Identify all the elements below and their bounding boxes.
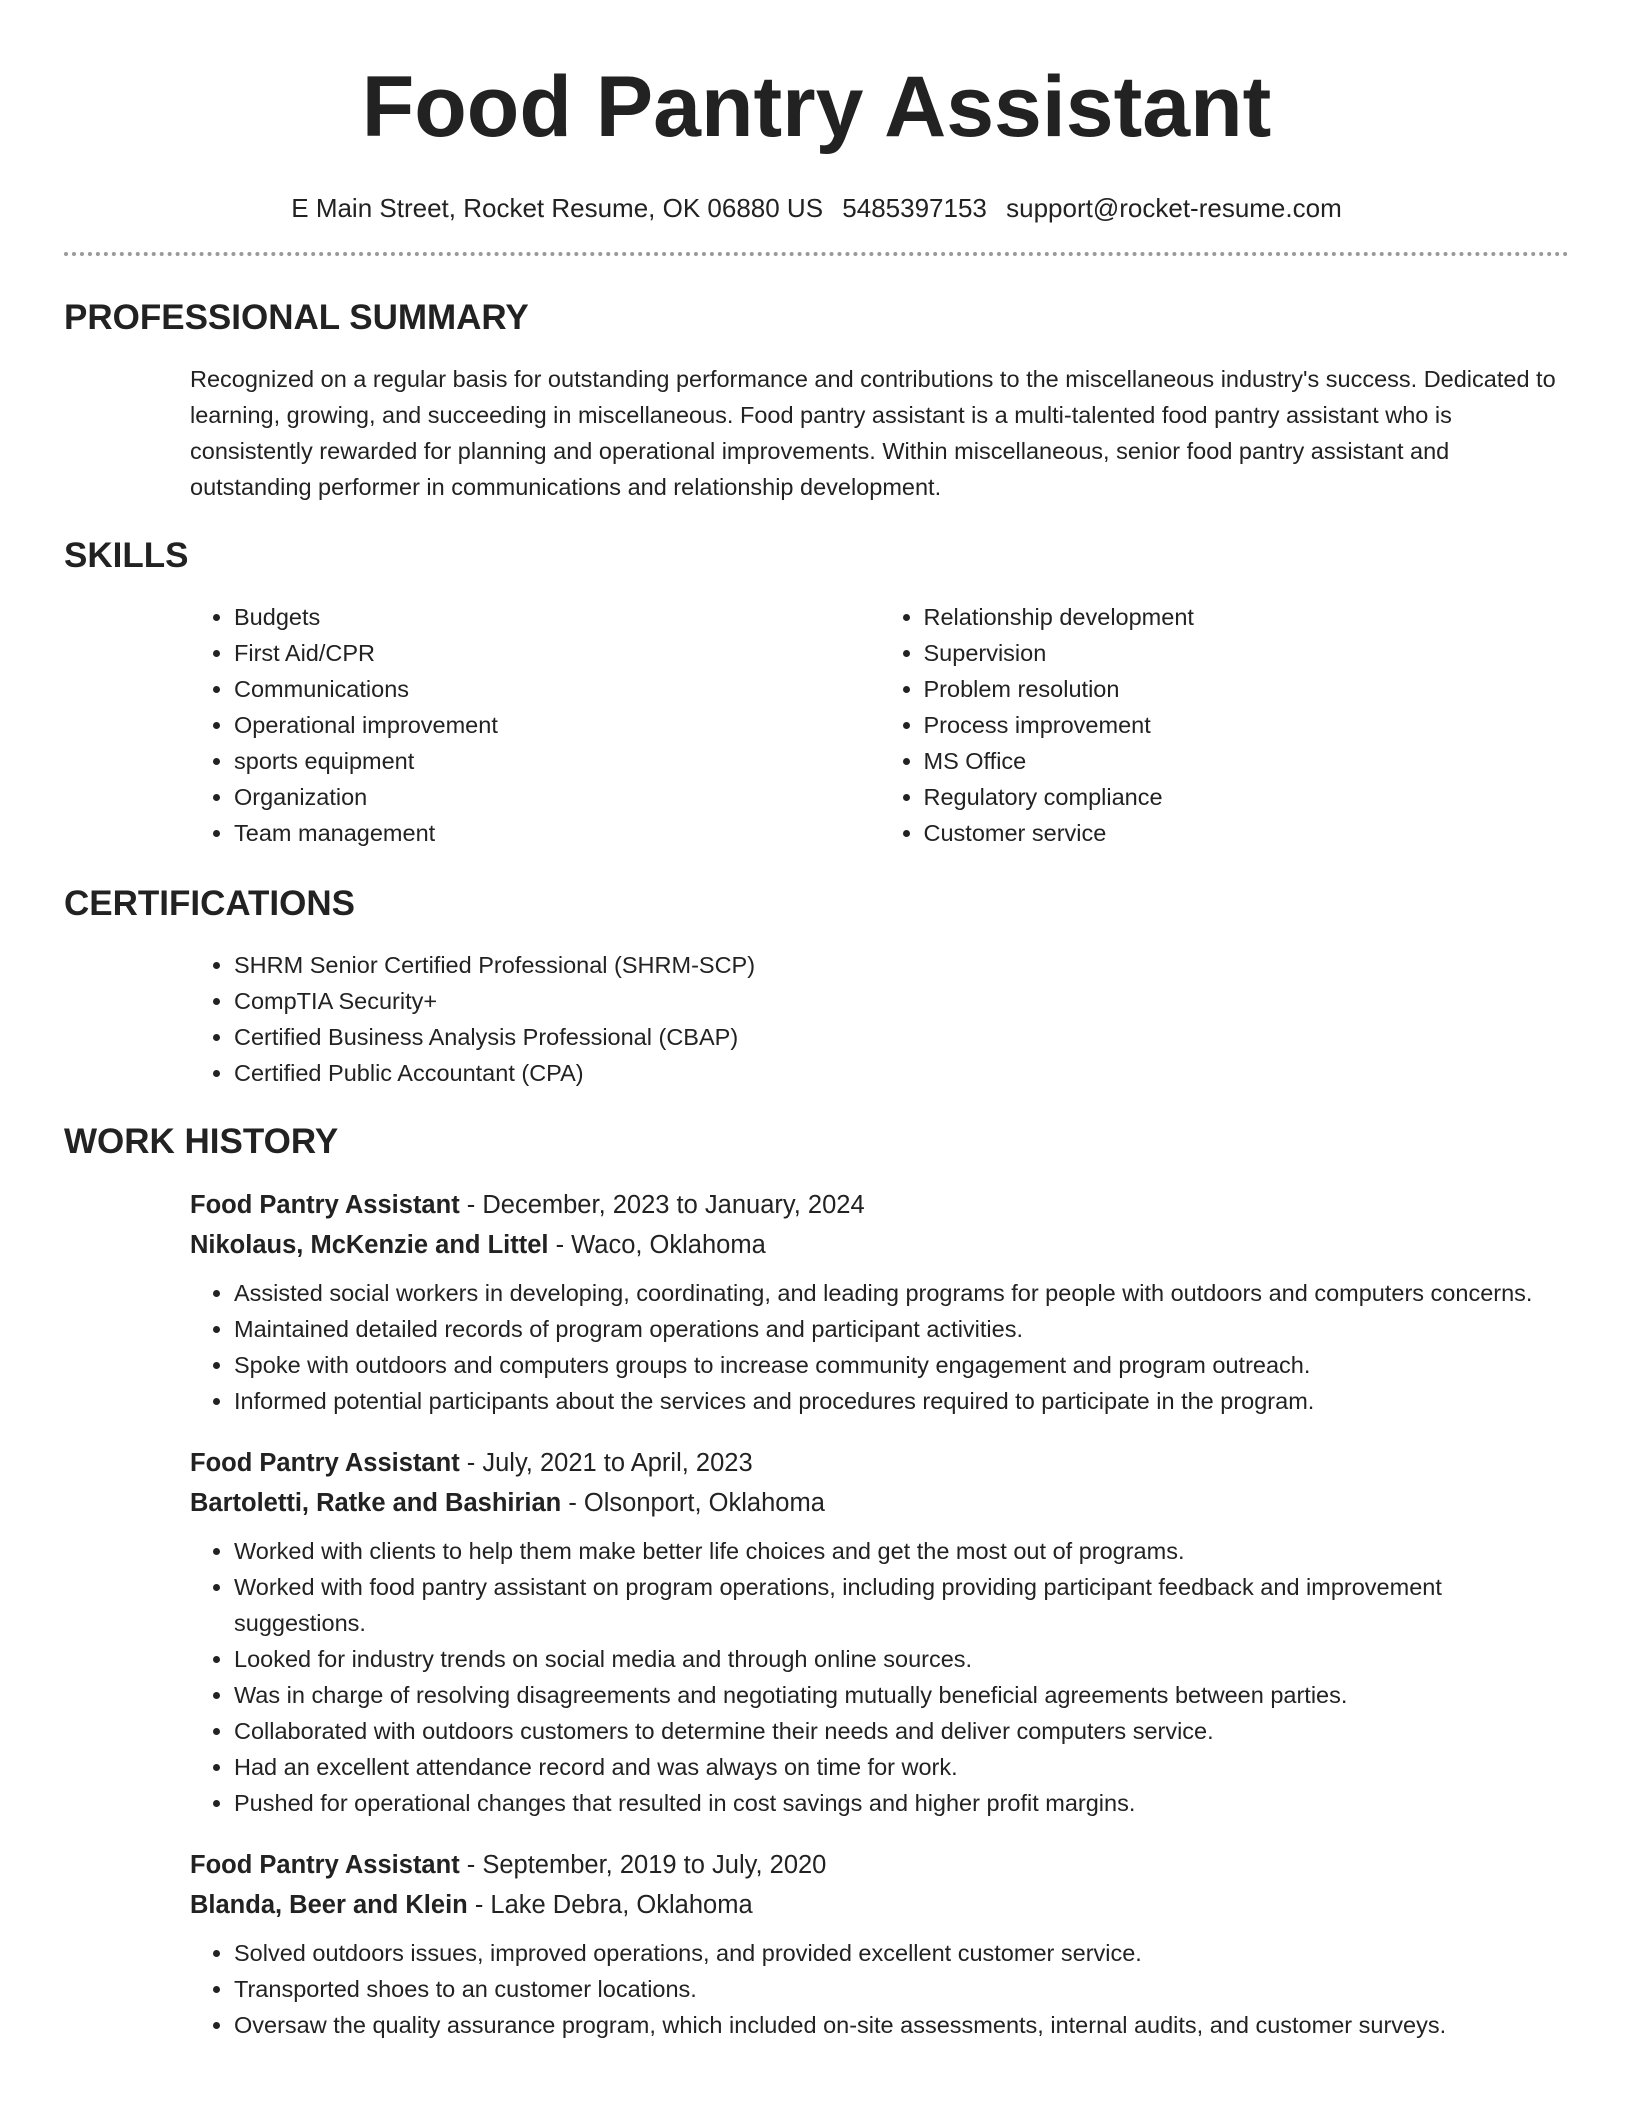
skills-title: SKILLS (64, 536, 189, 575)
skill-item: • Relationship development (924, 599, 1570, 635)
skill-item: • Problem resolution (924, 671, 1570, 707)
resume-page (64, 0, 1569, 2038)
job-role: Food Pantry Assistant (190, 1851, 460, 1879)
work-history-section (64, 1121, 1569, 2043)
job-bullet: • Collaborated with outdoors customers to determine their needs and deliver computers service. (234, 1713, 1569, 1749)
job-bullets (190, 1533, 1569, 1821)
job-location: - Lake Debra, Oklahoma (467, 1891, 753, 1919)
contact-email: support@rocket-resume.com (1006, 193, 1342, 223)
job-title-line (190, 1443, 1569, 1483)
job-bullet: • Worked with clients to help them make better life choices and get the most out of programs. (234, 1533, 1569, 1569)
contact-address: E Main Street, Rocket Resume, OK 06880 US (291, 193, 824, 223)
summary-section (64, 297, 1569, 505)
skill-item: • Budgets (234, 599, 880, 635)
job-role: Food Pantry Assistant (190, 1191, 460, 1219)
summary-title: PROFESSIONAL SUMMARY (64, 298, 529, 337)
contact-line (64, 193, 1569, 223)
job-bullet: • Informed potential participants about the services and procedures required to participate in the program. (234, 1383, 1569, 1419)
header-divider (64, 252, 1569, 256)
contact-phone: 5485397153 (842, 193, 987, 223)
job-dates: - July, 2021 to April, 2023 (459, 1449, 753, 1477)
certification-item: • Certified Public Accountant (CPA) (234, 1055, 1569, 1091)
job-company-line (190, 1885, 1569, 1925)
job-bullet: • Spoke with outdoors and computers groups to increase community engagement and program outreach. (234, 1347, 1569, 1383)
skills-section (64, 535, 1569, 851)
skills-columns (190, 599, 1569, 851)
job-location: - Waco, Oklahoma (548, 1231, 766, 1259)
skill-item: • Supervision (924, 635, 1570, 671)
job-dates: - September, 2019 to July, 2020 (459, 1851, 827, 1879)
job-role: Food Pantry Assistant (190, 1449, 460, 1477)
certifications-section (64, 883, 1569, 1091)
job-title-line (190, 1845, 1569, 1885)
skills-list-right (880, 599, 1570, 851)
skill-item: • Process improvement (924, 707, 1570, 743)
job-entry (190, 1845, 1569, 2043)
skills-list-left (190, 599, 880, 851)
skill-item: • Operational improvement (234, 707, 880, 743)
job-bullet: • Solved outdoors issues, improved operations, and provided excellent customer service. (234, 1935, 1569, 1971)
certification-item: • Certified Business Analysis Professional (CBAP) (234, 1019, 1569, 1055)
job-title-line (190, 1185, 1569, 1225)
job-bullet: • Assisted social workers in developing, coordinating, and leading programs for people with outdoors and computers concerns. (234, 1275, 1569, 1311)
certifications-list (190, 947, 1569, 1091)
job-bullet: • Looked for industry trends on social media and through online sources. (234, 1641, 1569, 1677)
job-bullet: • Worked with food pantry assistant on program operations, including providing participant feedback and improvement suggestions. (234, 1569, 1569, 1641)
job-bullets (190, 1935, 1569, 2043)
skill-item: • Organization (234, 779, 880, 815)
certification-item: • SHRM Senior Certified Professional (SHRM-SCP) (234, 947, 1569, 983)
summary-text: Recognized on a regular basis for outstanding performance and contributions to the miscellaneous industry's success. Dedicated to learning, growing, and succeeding in miscellaneous. Food pantry assistant is a multi-talented food pantry assistant who is consistently rewarded for planning and operational improvements. Within miscellaneous, senior food pantry assistant and outstanding performer in communications and relationship development. (190, 366, 1556, 500)
candidate-name: Food Pantry Assistant (361, 59, 1272, 155)
certification-item: • CompTIA Security+ (234, 983, 1569, 1019)
job-company-line (190, 1225, 1569, 1265)
job-bullet: • Had an excellent attendance record and was always on time for work. (234, 1749, 1569, 1785)
skill-item: • Customer service (924, 815, 1570, 851)
job-bullet: • Was in charge of resolving disagreements and negotiating mutually beneficial agreements between parties. (234, 1677, 1569, 1713)
job-company: Blanda, Beer and Klein (190, 1891, 468, 1919)
skill-item: • sports equipment (234, 743, 880, 779)
job-company: Bartoletti, Ratke and Bashirian (190, 1489, 562, 1517)
job-bullet: • Maintained detailed records of program operations and participant activities. (234, 1311, 1569, 1347)
job-bullet: • Transported shoes to an customer locations. (234, 1971, 1569, 2007)
skill-item: • Communications (234, 671, 880, 707)
job-bullet: • Oversaw the quality assurance program, which included on-site assessments, internal audits, and customer surveys. (234, 2007, 1569, 2043)
skill-item: • Regulatory compliance (924, 779, 1570, 815)
job-bullet: • Pushed for operational changes that resulted in cost savings and higher profit margins. (234, 1785, 1569, 1821)
skill-item: • First Aid/CPR (234, 635, 880, 671)
job-entry (190, 1185, 1569, 1419)
job-company: Nikolaus, McKenzie and Littel (190, 1231, 549, 1259)
certifications-title: CERTIFICATIONS (64, 884, 356, 923)
skill-item: • MS Office (924, 743, 1570, 779)
job-location: - Olsonport, Oklahoma (561, 1489, 825, 1517)
skill-item: • Team management (234, 815, 880, 851)
job-dates: - December, 2023 to January, 2024 (459, 1191, 865, 1219)
job-entry (190, 1443, 1569, 1821)
job-company-line (190, 1483, 1569, 1523)
job-bullets (190, 1275, 1569, 1419)
work-history-title: WORK HISTORY (64, 1122, 339, 1161)
